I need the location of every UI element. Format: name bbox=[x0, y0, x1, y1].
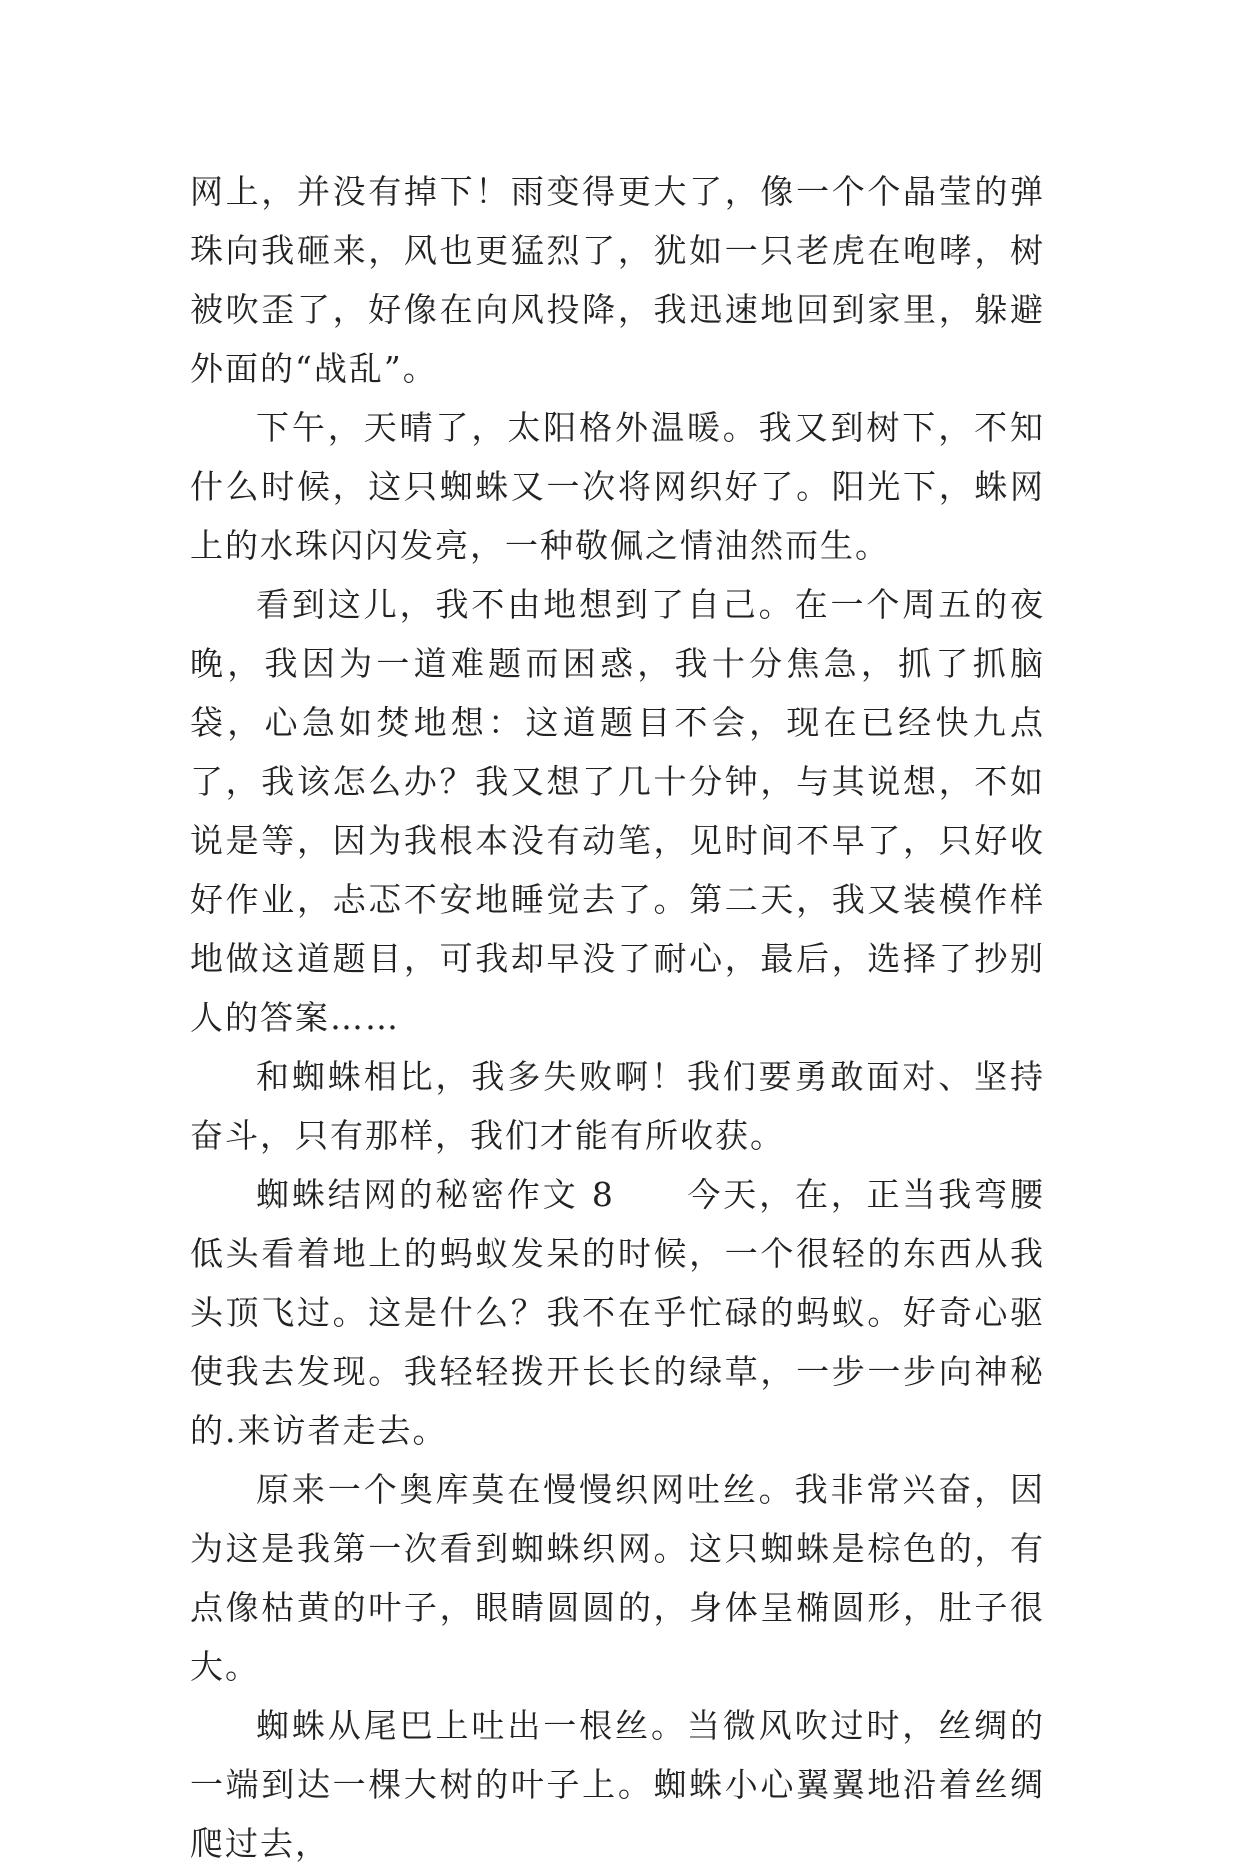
paragraph-spider-silk: 蜘蛛从尾巴上吐出一根丝。当微风吹过时，丝绸的一端到达一棵大树的叶子上。蜘蛛小心翼翼地沿着丝绸爬过去， bbox=[190, 1706, 1045, 1863]
paragraph-continued: 网上，并没有掉下！雨变得更大了，像一个个晶莹的弹珠向我砸来，风也更猛烈了，犹如一只老虎在咆哮，树被吹歪了，好像在向风投降，我迅速地回到家里，躲避外面的“战乱”。 bbox=[190, 172, 1045, 388]
essay-body bbox=[190, 162, 1045, 1873]
paragraph-conclusion: 和蜘蛛相比，我多失败啊！我们要勇敢面对、坚持奋斗，只有那样，我们才能有所收获。 bbox=[190, 1057, 1045, 1155]
paragraph-essay-8-start: 蜘蛛结网的秘密作文 8 今天，在，正当我弯腰低头看着地上的蚂蚁发呆的时候，一个很轻的东西从我头顶飞过。这是什么？我不在乎忙碌的蚂蚁。好奇心驱使我去发现。我轻轻拨开长长的绿草，一步一步向神秘的.来访者走去。 bbox=[190, 1175, 1045, 1450]
paragraph-afternoon: 下午，天晴了，太阳格外温暖。我又到树下，不知什么时候，这只蜘蛛又一次将网织好了。阳光下，蛛网上的水珠闪闪发亮，一种敬佩之情油然而生。 bbox=[190, 408, 1045, 565]
paragraph-spider-description: 原来一个奥库莫在慢慢织网吐丝。我非常兴奋，因为这是我第一次看到蜘蛛织网。这只蜘蛛是棕色的，有点像枯黄的叶子，眼睛圆圆的，身体呈椭圆形，肚子很大。 bbox=[190, 1470, 1045, 1686]
paragraph-reflection: 看到这儿，我不由地想到了自己。在一个周五的夜晚，我因为一道难题而困惑，我十分焦急，抓了抓脑袋，心急如焚地想：这道题目不会，现在已经快九点了，我该怎么办？我又想了几十分钟，与其说想，不如说是等，因为我根本没有动笔，见时间不早了，只好收好作业，忐忑不安地睡觉去了。第二天，我又装模作样地做这道题目，可我却早没了耐心，最后，选择了抄别人的答案…… bbox=[190, 585, 1045, 1037]
